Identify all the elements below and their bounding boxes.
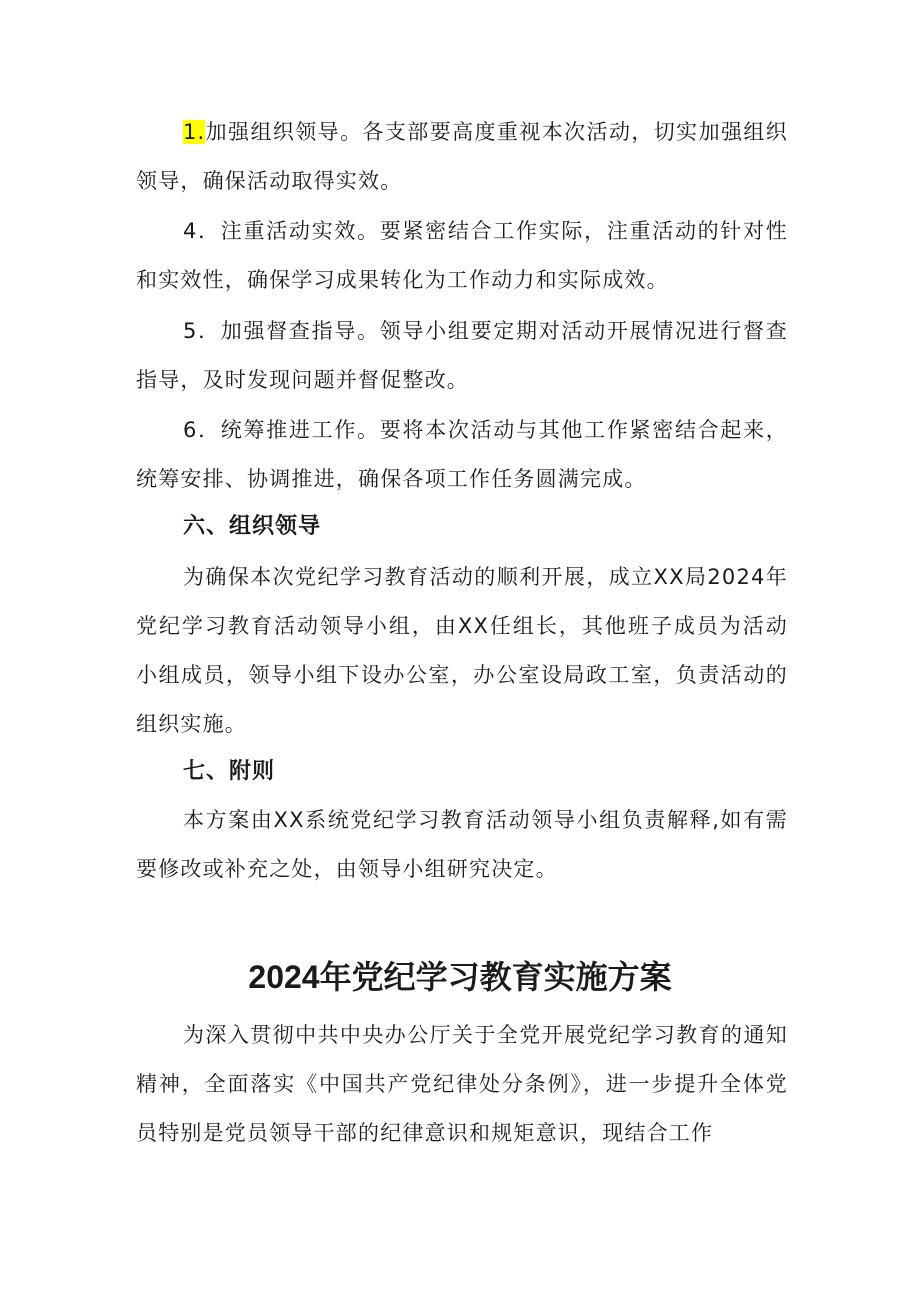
- list-item-number: 6: [183, 418, 198, 442]
- list-item-4: [136, 207, 788, 305]
- list-item-number: 4: [183, 219, 198, 243]
- list-item-5: [136, 307, 788, 405]
- section-body-organization: 为确保本次党纪学习教育活动的顺利开展，成立XX局2024年党纪学习教育活动领导小组，由XX任组长，其他班子成员为活动小组成员，领导小组下设办公室，办公室设局政工室，负责活动的组织实施。: [136, 565, 788, 736]
- section-heading-organization: 六、组织领导: [183, 514, 322, 539]
- list-item-text: ．统筹推进工作。要将本次活动与其他工作紧密结合起来，统筹安排、协调推进，确保各项工作任务圆满完成。: [136, 418, 788, 491]
- list-item-6: [136, 406, 788, 504]
- list-item-1: [136, 108, 788, 206]
- section-heading-appendix: 七、附则: [183, 759, 276, 784]
- list-item-text: ．注重活动实效。要紧密结合工作实际，注重活动的针对性和实效性，确保学习成果转化为工作动力和实际成效。: [136, 219, 788, 292]
- list-item-text: ．加强督查指导。领导小组要定期对活动开展情况进行督查指导，及时发现问题并督促整改。: [136, 319, 788, 392]
- document-intro: 为深入贯彻中共中央办公厅关于全党开展党纪学习教育的通知精神，全面落实《中国共产党纪律处分条例》，进一步提升全体党员特别是党员领导干部的纪律意识和规矩意识，现结合工作: [136, 1023, 788, 1145]
- list-item-text: 加强组织领导。各支部要高度重视本次活动，切实加强组织领导，确保活动取得实效。: [136, 120, 788, 193]
- document-title: 2024年党纪学习教育实施方案: [248, 959, 672, 995]
- section-body-appendix: 本方案由XX系统党纪学习教育活动领导小组负责解释,如有需要修改或补充之处，由领导小组研究决定。: [136, 808, 788, 881]
- list-item-number: 5: [183, 319, 198, 343]
- highlighted-item-number: 1.: [183, 120, 206, 144]
